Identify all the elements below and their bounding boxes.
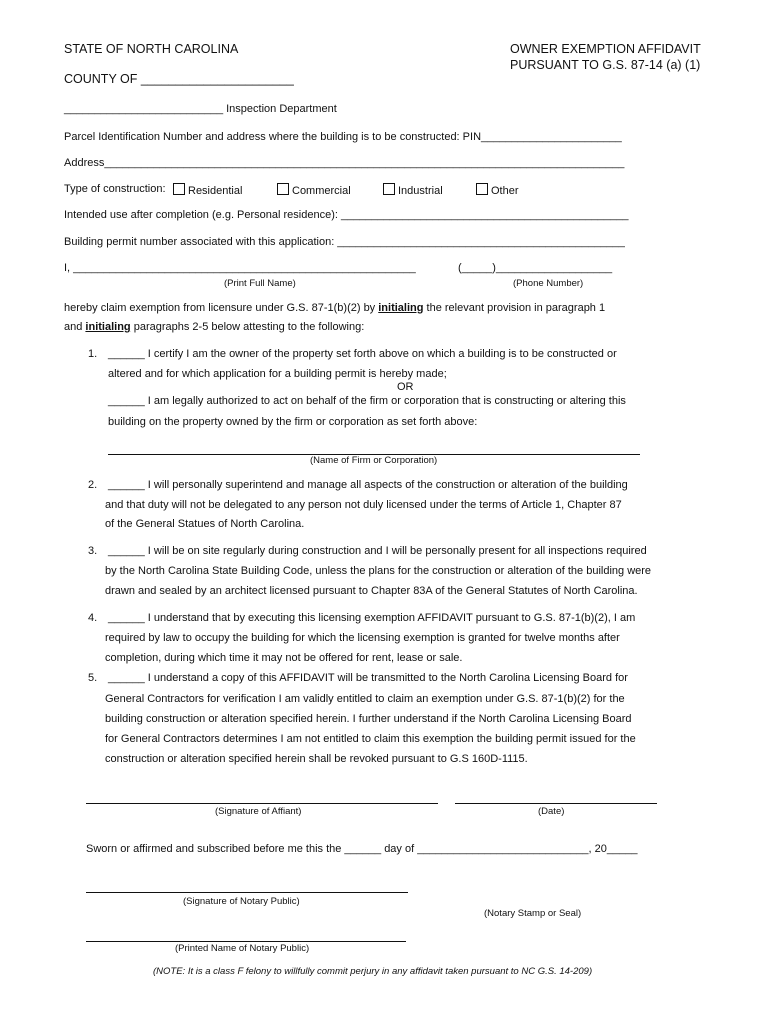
item-1-or: OR [397, 381, 414, 393]
item-3-line1[interactable]: ______ I will be on site regularly during construction and I will be personally present for all inspections required [108, 545, 647, 557]
item-2-line1[interactable]: ______ I will personally superintend and manage all aspects of the construction or alteration of the building [108, 479, 628, 491]
item-5-line3: building construction or alteration specified herein. I further understand if the North Carolina Licensing Board [105, 713, 632, 725]
industrial-option[interactable] [383, 183, 443, 197]
permit-number-field[interactable]: Building permit number associated with this application: _______________________________________________ [64, 236, 625, 248]
construction-type-row [64, 183, 166, 195]
item-3-line3: drawn and sealed by an architect licensed pursuant to Chapter 83A of the General Statutes of North Carolina. [105, 585, 638, 597]
item-5-line2: General Contractors for verification I am validly entitled to claim an exemption under G.S. 87-1(b)(2) for the [105, 693, 625, 705]
industrial-checkbox[interactable] [383, 183, 395, 195]
commercial-label: Commercial [292, 185, 351, 197]
item-5-line1[interactable]: ______ I understand a copy of this AFFIDAVIT will be transmitted to the North Carolina Licensing Board for [108, 672, 628, 684]
other-label: Other [491, 185, 519, 197]
address-field[interactable]: Address_____________________________________________________________________________________ [64, 157, 625, 169]
notary-signature-caption: (Signature of Notary Public) [183, 896, 300, 907]
commercial-checkbox[interactable] [277, 183, 289, 195]
item-2-line2: and that duty will not be delegated to any person not duly licensed under the terms of Article 1, Chapter 87 [105, 499, 622, 511]
firm-name-caption: (Name of Firm or Corporation) [310, 455, 438, 466]
sworn-statement[interactable]: Sworn or affirmed and subscribed before me this the ______ day of ____________________________, 20_____ [86, 843, 638, 855]
intro-line2-text-c: paragraphs 2-5 below attesting to the following: [130, 321, 365, 333]
industrial-label: Industrial [398, 185, 443, 197]
intro-line2-text-a: and [64, 321, 86, 333]
phone-field[interactable]: (_____)___________________ [458, 262, 613, 274]
residential-checkbox[interactable] [173, 183, 185, 195]
item-3-number: 3. [88, 545, 98, 557]
item-2-line3: of the General Statues of North Carolina. [105, 518, 305, 530]
item-5-number: 5. [88, 672, 98, 684]
item-4-line1[interactable]: ______ I understand that by executing this licensing exemption AFFIDAVIT pursuant to G.S. 87-1(b)(2), I am [108, 612, 636, 624]
item-1-owner-line2: altered and for which application for a building permit is hereby made; [108, 368, 447, 380]
notary-signature-line[interactable] [86, 892, 408, 893]
full-name-field[interactable]: I, ________________________________________________________ [64, 262, 416, 274]
item-2-number: 2. [88, 479, 98, 491]
intro-line1 [64, 302, 605, 314]
county-field[interactable]: COUNTY OF ______________________ [64, 72, 294, 86]
item-1-owner-line[interactable]: ______ I certify I am the owner of the property set forth above on which a building is to be constructed or [108, 348, 617, 360]
item-4-number: 4. [88, 612, 98, 624]
notary-printed-name-line[interactable] [86, 941, 406, 942]
item-1-authorized-line2: building on the property owned by the firm or corporation as set forth above: [108, 416, 478, 428]
intro-line1-text-c: the relevant provision in paragraph 1 [423, 302, 606, 314]
date-line[interactable] [455, 803, 657, 804]
residential-label: Residential [188, 185, 243, 197]
intro-line2 [64, 321, 364, 333]
item-3-line2: by the North Carolina State Building Code, unless the plans for the construction or alteration of the building were [105, 565, 652, 577]
perjury-note: (NOTE: It is a class F felony to willfully commit perjury in any affidavit taken pursuant to NC G.S. 14-209) [153, 966, 593, 977]
item-4-line2: required by law to occupy the building for which the licensing exemption is granted for twelve months after [105, 632, 620, 644]
intro-line1-text-a: hereby claim exemption from licensure under G.S. 87-1(b)(2) by [64, 302, 379, 314]
affiant-signature-line[interactable] [86, 803, 438, 804]
construction-type-label: Type of construction: [64, 183, 166, 195]
item-1-authorized-line[interactable]: ______ I am legally authorized to act on behalf of the firm or corporation that is constructing or altering this [108, 395, 626, 407]
state-heading: STATE OF NORTH CAROLINA [64, 42, 239, 56]
item-5-line4: for General Contractors determines I am not entitled to claim this exemption the building permit issued for the [105, 733, 636, 745]
notary-stamp-caption: (Notary Stamp or Seal) [484, 908, 582, 919]
phone-caption: (Phone Number) [513, 278, 584, 289]
residential-option[interactable] [173, 183, 242, 197]
item-4-line3: completion, during which time it may not be offered for rent, lease or sale. [105, 652, 463, 664]
affiant-signature-caption: (Signature of Affiant) [215, 806, 302, 817]
form-title-line2: PURSUANT TO G.S. 87-14 (a) (1) [510, 58, 701, 72]
item-5-line5: construction or alteration specified herein shall be revoked pursuant to G.S 160D-1115. [105, 753, 528, 765]
commercial-option[interactable] [277, 183, 351, 197]
pin-field[interactable]: Parcel Identification Number and address where the building is to be constructed: PIN_______________________ [64, 131, 622, 143]
date-caption: (Date) [538, 806, 565, 817]
other-option[interactable] [476, 183, 519, 197]
form-title-line1: OWNER EXEMPTION AFFIDAVIT [510, 42, 701, 56]
initialing-emphasis-1: initialing [378, 302, 424, 314]
initialing-emphasis-2: initialing [85, 321, 131, 333]
notary-printed-name-caption: (Printed Name of Notary Public) [175, 943, 310, 954]
other-checkbox[interactable] [476, 183, 488, 195]
inspection-department-field[interactable]: __________________________ Inspection Department [64, 103, 337, 115]
intended-use-field[interactable]: Intended use after completion (e.g. Personal residence): _______________________________________________ [64, 209, 629, 221]
print-name-caption: (Print Full Name) [224, 278, 296, 289]
item-1-number: 1. [88, 348, 98, 360]
